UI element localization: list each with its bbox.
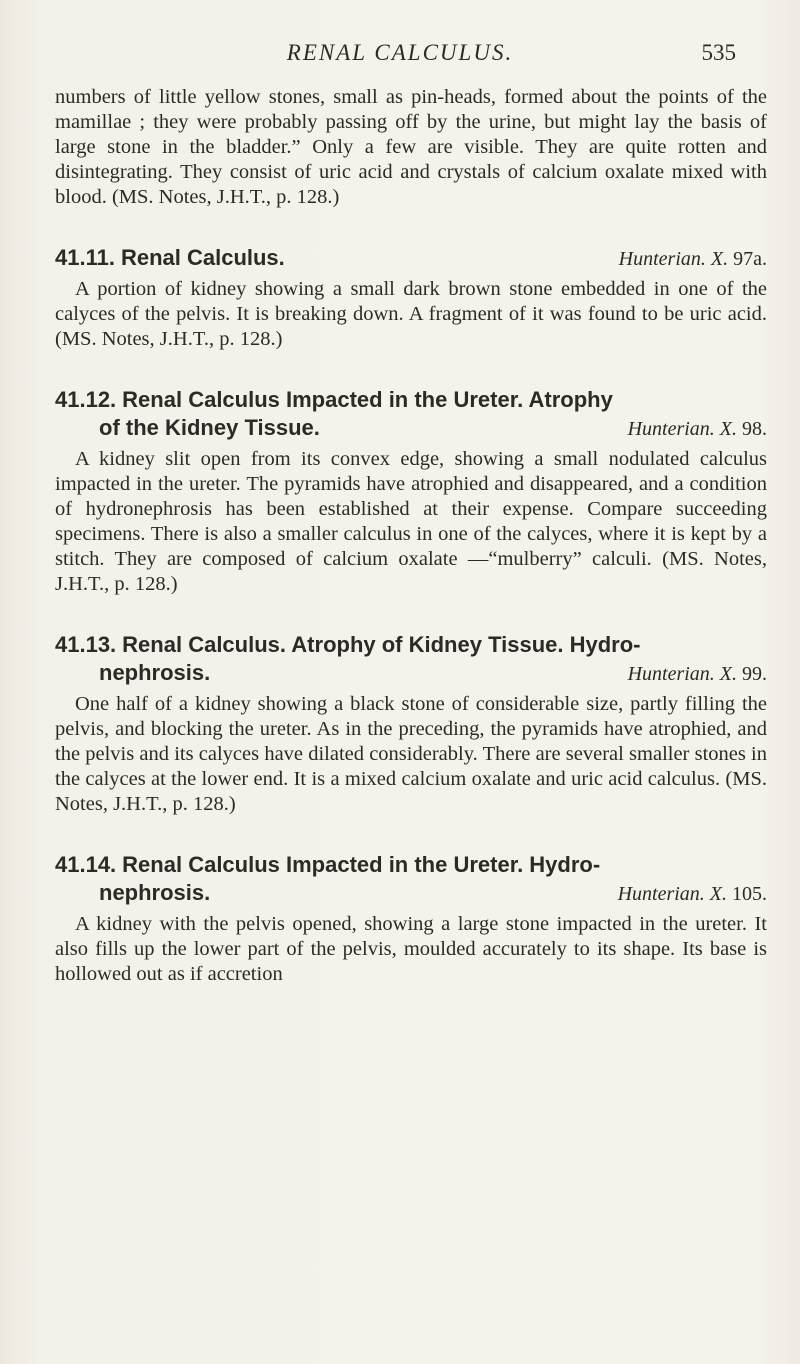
entry-reference bbox=[619, 245, 767, 273]
reference-collection: Hunterian. bbox=[627, 663, 715, 685]
reference-volume: X. bbox=[709, 883, 727, 905]
entry-title: Renal Calculus. Atrophy of Kidney Tissue. Hydro- bbox=[122, 632, 641, 657]
catalogue-entry bbox=[55, 386, 767, 597]
entry-title: Renal Calculus. bbox=[120, 245, 285, 270]
reference-number: 97a. bbox=[733, 248, 767, 270]
page-number: 535 bbox=[701, 40, 736, 65]
catalogue-entry bbox=[55, 244, 767, 352]
running-head bbox=[0, 40, 800, 70]
intro-paragraph: numbers of little yellow stones, small as pin-heads, formed about the points of the mamillae ; they were probably passing off by the urine, but might lay the basis of large stone in the bladder.” Only a few are visible. They are quite rotten and disintegrating. They consist of uric acid and crystals of calcium oxalate mixed with blood. (MS. Notes, J.H.T., p. 128.) bbox=[55, 86, 767, 208]
catalogue-entry bbox=[55, 631, 767, 817]
entry-heading bbox=[55, 631, 767, 688]
entry-heading bbox=[55, 244, 767, 273]
entry-text: A kidney slit open from its convex edge, showing a small nodulated calculus impacted in the ureter. The pyramids have atrophied and disappeared, and a condition of hydronephrosis has been established at their expense. Compare succeeding specimens. There is also a smaller calculus in one of the calyces, where it is kept by a stitch. They are composed of calcium oxalate —“mulberry” calculi. (MS. Notes, J.H.T., p. 128.) bbox=[55, 448, 767, 595]
reference-volume: X. bbox=[710, 248, 729, 270]
entry-text: One half of a kidney showing a black stone of considerable size, partly filling the pelvis, and blocking the ureter. As in the preceding, the pyramids have atrophied, and the pelvis and its calyces have dilated considerably. There are several smaller stones in the calyces at the lower end. It is a mixed calcium oxalate and uric acid calculus. (MS. Notes, J.H.T., p. 128.) bbox=[55, 693, 767, 815]
entry-title: Renal Calculus Impacted in the Ureter. Atrophy bbox=[122, 387, 613, 412]
text-block bbox=[55, 85, 767, 987]
entry-reference bbox=[628, 415, 767, 443]
entry-number: 41.14. bbox=[55, 852, 117, 877]
entry-text: A portion of kidney showing a small dark brown stone embedded in one of the calyces of the pelvis. It is breaking down. A fragment of it was found to be uric acid. (MS. Notes, J.H.T., p. 128.) bbox=[55, 278, 767, 350]
reference-number: 99. bbox=[742, 663, 767, 685]
reference-volume: X. bbox=[719, 418, 737, 440]
reference-number: 98. bbox=[742, 418, 767, 440]
catalogue-entry bbox=[55, 851, 767, 987]
entry-reference bbox=[628, 660, 767, 688]
entry-number: 41.13. bbox=[55, 632, 117, 657]
entry-heading bbox=[55, 851, 767, 908]
reference-collection: Hunterian. bbox=[627, 418, 715, 440]
entry-heading bbox=[55, 386, 767, 443]
reference-collection: Hunterian. bbox=[617, 883, 705, 905]
entry-title-continued: of the Kidney Tissue. bbox=[99, 415, 320, 440]
entry-title-continued: nephrosis. bbox=[99, 660, 211, 685]
entry-number: 41.12. bbox=[55, 387, 117, 412]
entry-reference bbox=[618, 880, 767, 908]
running-title: RENAL CALCULUS. bbox=[286, 40, 514, 65]
entry-title-continued: nephrosis. bbox=[99, 880, 211, 905]
reference-collection: Hunterian. bbox=[618, 248, 706, 270]
entry-text: A kidney with the pelvis opened, showing a large stone impacted in the ureter. It also fills up the lower part of the pelvis, moulded accurately to its shape. Its base is hollowed out as if accretion bbox=[55, 913, 767, 985]
entry-number: 41.11. bbox=[55, 245, 115, 270]
entry-title: Renal Calculus Impacted in the Ureter. Hydro- bbox=[122, 852, 601, 877]
reference-volume: X. bbox=[719, 663, 737, 685]
reference-number: 105. bbox=[732, 883, 767, 905]
